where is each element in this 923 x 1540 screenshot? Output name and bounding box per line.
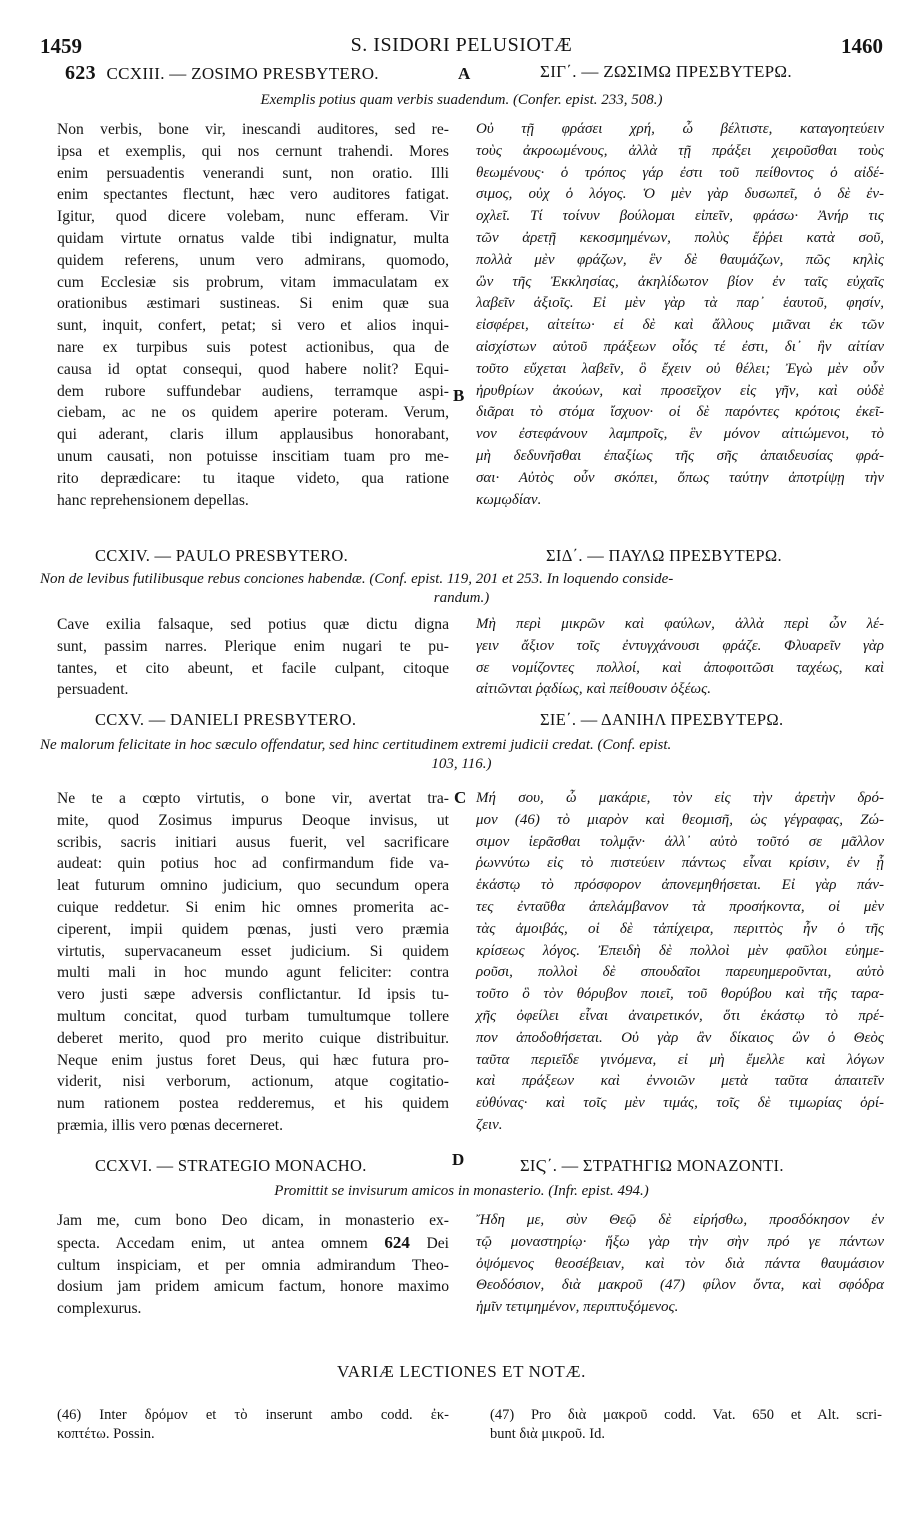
margin-letter-a: A: [458, 64, 471, 83]
text-line: τοῦτο ὃ τὸν θόρυβον ποιεῖ, τοῦ θορύβου καὶ τῆς ταρα-: [476, 986, 884, 1003]
text-line: αἰτιῶνται ῥᾳδίως, καὶ πείθουσιν ὀξέως.: [476, 681, 711, 698]
text-line: γειν ἄξιον τοῖς ἐντυγχάνουσι φράζε. Φλυαρεῖν γὰρ: [476, 637, 884, 654]
note-47: [490, 1406, 882, 1444]
note-line: bunt διὰ μικροῦ. Id.: [490, 1426, 605, 1442]
text-line: Ne te a cœpto virtutis, o bone vir, avertat tra-: [57, 790, 449, 807]
text-line: μὴ δεδυνῆσθαι ἐπαξίως τῆς σῆς ἀπαιδευσίας φρά-: [476, 447, 884, 464]
text-line: ῥωννύτω εἰς τὸ πιστεύειν πάντως εἶναι κρίσιν, ἐν ᾗ: [476, 855, 884, 872]
text-line: cultum inspiciam, et per omnia admirandum Theo-: [57, 1256, 449, 1274]
text-line: cuique reddetur. Si enim hic omnes promerita ac-: [57, 898, 449, 916]
text-line: virtutis, supervacaneum esset judicium. Si quidem: [57, 942, 449, 960]
text-line: sunt, passim narres. Plerique enim nugari te pu-: [57, 637, 449, 655]
greek-text-214: [476, 614, 884, 701]
text-line: οχλεῖ. Τί τοίνυν βούλομαι εἰπεῖν, φράσω· Ἀνήρ τις: [476, 208, 884, 225]
text-line: Neque enim justus foret Deus, qui hæc futura pro-: [57, 1051, 449, 1069]
text-line: σιμον ἱερᾶσθαι τολμᾷν· ἀλλ᾽ αὐτὸ τοῦτό σε μᾶλλον: [476, 833, 884, 850]
text-line: qui aderant, claris illum applausibus honorabant,: [57, 426, 449, 444]
text-line: εὐθύνας· καὶ τοῖς μὲν τιμάς, τοῖς δὲ τιμωρίας ὁρί-: [476, 1095, 884, 1112]
margin-letter-d: D: [452, 1150, 465, 1169]
text-line: διᾶραι τὸ στόμα ἴσχυον· οἱ δὲ παρόντες κρότοις ἐκεῖ-: [476, 404, 884, 421]
text-line: χῆς ὀφείλει εἶναι ἀναιρετικόν, ὅτι ἑκάστῳ τὸ πρέ-: [476, 1007, 884, 1024]
text-line: persuadent.: [57, 681, 129, 699]
greek-title-216: ΣΙϚ΄. — ΣΤΡΑΤΗΓΙΩ ΜΟΝΑΖΟΝΤΙ.: [520, 1156, 784, 1175]
text-line: scribis, sacris initiari ausus fuerit, vel sacrificare: [57, 833, 449, 851]
text-line: ἑκάστῳ τὸ πρόσφορον ἀπονεμηθήσεται. Εἰ γὰρ πάν-: [476, 877, 884, 894]
text-line: cum Ecclesiæ sis probrum, vitam immaculatam ex: [57, 273, 449, 291]
text-line: Ἤδη με, σὺν Θεῷ δὲ εἰρήσθω, προσδόκησον ἐν: [476, 1212, 884, 1228]
note-line: κοπτέτω. Possin.: [57, 1426, 155, 1442]
text-line: tantes, et cito abeunt, et facile culpant, citoque: [57, 659, 449, 677]
text-line: viderit, nisi verborum, actionum, atque cogitatio-: [57, 1073, 449, 1091]
greek-text-213: [476, 119, 884, 511]
greek-title-215: ΣΙΕ΄. — ΔΑΝΙΗΛ ΠΡΕΣΒΥΤΕΡΩ.: [540, 710, 784, 729]
latin-text-215: [57, 788, 449, 1137]
margin-letter-b: B: [453, 386, 465, 405]
text-line: præmia, illis vero pœnas decerneret.: [57, 1116, 284, 1134]
text-line: ciebam, ac ne os quidem aperire poteram. Verum,: [57, 404, 449, 422]
text-line: Cave exilia falsaque, sed potius quæ dictu digna: [57, 616, 449, 633]
text-line: leat futurum omnino judicium, quo secundum opera: [57, 877, 449, 895]
text-line: enim persuadentis venerandi sunt, non oratio. Illi: [57, 164, 449, 182]
greek-title-213: ΣΙΓ΄. — ΖΩΣΙΜΩ ΠΡΕΣΒΥΤΕΡΩ.: [540, 62, 792, 81]
argument-215-line2: 103, 116.): [431, 756, 492, 772]
text-line: Jam me, cum bono Deo dicam, in monasterio ex-: [57, 1212, 449, 1229]
text-line: dem rubore suffundebar audiens, terramque aspi-: [57, 382, 449, 400]
text-line: Μὴ περὶ μικρῶν καὶ φαύλων, ἀλλὰ περὶ ὧν λέ-: [476, 616, 884, 632]
text-line: quidam virtute ornatus valde tibi indignatur, multa: [57, 229, 449, 247]
text-line: sunt, inquit, confert, petat; si vero et alios inqui-: [57, 317, 449, 335]
latin-title-214: CCXIV. — PAULO PRESBYTERO.: [95, 546, 349, 565]
text-line: τῷ μοναστηρίῳ· ἥξω γὰρ τὴν σὴν πρό γε πάντων: [476, 1233, 884, 1250]
argument-213: Exemplis potius quam verbis suadendum. (Confer. epist. 233, 508.): [260, 92, 663, 108]
text-line: πολλὰ μὲν φράζων, ἓν δὲ θαυμάζων, πῶς κηλὶς: [476, 251, 884, 268]
text-line: κωμῳδίαν.: [476, 491, 542, 508]
text-line: Non verbis, bone vir, inescandi auditores, sed re-: [57, 121, 449, 138]
text-line: ciperent, impii quidem pœnas, justi vero præmia: [57, 920, 449, 938]
text-line: τοῦτο εὔχεται λαβεῖν, ὃ ἔχειν οὐ θέλει; Ἐγὼ μὲν οὖν: [476, 360, 884, 377]
text-line: rito deprædicare: tu itaque videto, qua ratione: [57, 469, 449, 487]
text-line: Igitur, quod dicere volebam, nunc efferam. Vir: [57, 208, 449, 226]
text-line: specta. Accedam enim, ut antea omnem 624 Dei: [57, 1232, 449, 1252]
text-line: vero justi sæpe adversis conflictantur. Id ipsis tu-: [57, 986, 449, 1004]
text-line: deberet merito, quod pro merito cuique distribuitur.: [57, 1029, 449, 1047]
text-line: unum causati, non potuisse inscitiam tuam pro me-: [57, 447, 449, 465]
running-header: [40, 34, 883, 60]
notes-title: VARIÆ LECTIONES ET NOTÆ.: [337, 1362, 586, 1381]
text-line: mite, quod Zosimus impurus Deoque invisus, ut: [57, 811, 449, 829]
page-number-right: 1460: [841, 34, 883, 58]
text-line: hanc reprehensionem depellas.: [57, 491, 249, 509]
note-line: (46) Inter δρόμον et τὸ inserunt ambo codd. ἐκ-: [57, 1407, 449, 1423]
text-line: κρίσεως λόγος. Ἐπειδὴ δὲ πολλοὶ μὲν φαῦλοι εὐημε-: [476, 942, 884, 959]
text-line: ipsa et exemplis, qui nos cernunt trahendi. Mores: [57, 142, 449, 160]
text-line: καὶ πράξεων καὶ ἐννοιῶν μετὰ ταῦτα ἀπαιτεῖν: [476, 1073, 884, 1090]
text-line: audeat: quin potius hoc ad confirmandum fide va-: [57, 855, 449, 873]
greek-text-215: [476, 788, 884, 1137]
note-46: [57, 1406, 449, 1444]
text-line: σαι· Αὐτὸς οὖν σκόπει, ὅπως ταύτην ἀποτρίψῃ τὴν: [476, 469, 884, 486]
text-line: ἡμῖν τετιμημένον, περιπτυξόμενος.: [476, 1299, 679, 1316]
text-line: ἠρυθρίων ἀκούων, καὶ προσεῖχον εἰς γῆν, καὶ οὐδὲ: [476, 382, 884, 399]
latin-title-215: CCXV. — DANIELI PRESBYTERO.: [95, 710, 357, 729]
page-number-left: 1459: [40, 34, 82, 58]
text-line: ὢν τῆς Ἐκκλησίας, ἀκηλίδωτον βίον ἐν ταῖς εὐχαῖς: [476, 273, 884, 290]
argument-214-line2: randum.): [433, 590, 490, 606]
text-line: νον ἐστεφάνουν λαμπροῖς, ἓν μόνον αἰτιώμενοι, τὸ: [476, 426, 884, 443]
column-number-inline: 624: [384, 1232, 410, 1252]
greek-text-216: [476, 1210, 884, 1319]
text-line: quidem referens, unum vero admirans, quomodo,: [57, 251, 449, 269]
running-title: S. ISIDORI PELUSIOTÆ: [350, 34, 573, 56]
text-line: complexurus.: [57, 1300, 142, 1318]
latin-text-216: [57, 1210, 449, 1320]
text-line: Οὐ τῇ φράσει χρή, ὦ βέλτιστε, καταγοητεύειν: [476, 121, 884, 137]
text-line: τες ἐνταῦθα ἀπελάμβανον τὰ προσήκοντα, οἱ μὲν: [476, 898, 884, 915]
text-line: multi mali in hoc mundo agunt feliciter: contra: [57, 964, 449, 982]
text-line: Θεοδόσιον, διὰ μακροῦ (47) φίλον ὄντα, καὶ σφόδρα: [476, 1277, 884, 1294]
note-line: (47) Pro διὰ μακροῦ codd. Vat. 650 et Alt. scri-: [490, 1407, 882, 1423]
text-line: σιμος, οὐχ ὁ λόγος. Ὁ μὲν γὰρ δυσωπεῖ, ὁ δὲ ἐν-: [476, 186, 884, 203]
text-line: εἰσφέρει, αἰτείτω· εἰ δὲ καὶ ἄλλους μιᾶναι ἐκ τῶν: [476, 317, 884, 334]
latin-title-213: 623 CCXIII. — ZOSIMO PRESBYTERO.: [65, 62, 379, 84]
latin-text-213: [57, 119, 449, 511]
text-line: αἰσχίστων αὐτοῦ πράξεων οἷός τέ ἐστι, δι᾽ ἣν αἰτίαν: [476, 338, 884, 355]
argument-216: Promittit se invisurum amicos in monasterio. (Infr. epist. 494.): [274, 1183, 649, 1199]
text-line: causa id optat consequi, quod habere nolit? Equi-: [57, 360, 449, 378]
text-line: orationibus æstimari sustineas. Si enim quæ sua: [57, 295, 449, 313]
text-line: τῶν ἀρετῇ κεκοσμημένων, πολὺς ἔῤῥει κατὰ σοῦ,: [476, 229, 884, 246]
text-line: τοὺς ἀκροωμένους, ἀλλὰ τῇ πράξει χειροῦσθαι τοὺς: [476, 142, 884, 159]
text-line: λαβεῖν ἀξιοῖς. Εἰ μὲν γὰρ τὰ παρ᾽ ἑαυτοῦ, φησίν,: [476, 295, 884, 312]
text-line: ροῦσι, πολλοὶ δὲ σπουδαῖοι παρευημεροῦνται, αὐτὸ: [476, 964, 884, 981]
column-number: 623: [65, 62, 96, 84]
text-line: multum concitat, quod turbam tumultumque tollere: [57, 1007, 449, 1025]
text-line: dosium jam pridem amicum factum, honore maximo: [57, 1278, 449, 1296]
latin-title-216: CCXVI. — STRATEGIO MONACHO.: [95, 1156, 367, 1175]
argument-215-line1: Ne malorum felicitate in hoc sæculo offendatur, sed hinc certitudinem extremi judicii credat. (Conf. epist.: [40, 737, 672, 753]
margin-letter-c: C: [454, 788, 467, 807]
text-line: θεωμένους· ὁ τρόπος γάρ ἐστι τοῦ πείθοντος ὁ αἰδέ-: [476, 164, 884, 181]
argument-214-line1: Non de levibus futilibusque rebus conciones habendæ. (Conf. epist. 119, 201 et 253. In loquendo conside-: [40, 571, 674, 587]
text-line: Μή σου, ὦ μακάριε, τὸν εἰς τὴν ἀρετὴν δρό-: [476, 790, 884, 806]
text-line: ὀψόμενος θεοσέβειαν, καὶ τὸν διὰ πάντα θαυμάσιον: [476, 1255, 884, 1272]
greek-title-214: ΣΙΔ΄. — ΠΑΥΛΩ ΠΡΕΣΒΥΤΕΡΩ.: [546, 546, 782, 565]
latin-text-214: [57, 614, 449, 701]
text-line: μον (46) τὸ μιαρὸν καὶ θεομισῆ, ὡς γέγραφας, Ζώ-: [476, 811, 884, 828]
text-line: num rationem postea redderemus, et his quidem: [57, 1095, 449, 1113]
text-line: τὰς ἀμοιβάς, οἱ δὲ τἀπίχειρα, περιττὸς ἦν ὁ τῆς: [476, 920, 884, 937]
text-line: ταῦτα περιεῖδε γινόμενα, εἰ μὴ ἔμελλε καὶ λόγων: [476, 1051, 884, 1068]
text-line: nare ex turpibus suis potest actionibus, qua de: [57, 338, 449, 356]
text-line: ζειν.: [476, 1116, 503, 1133]
text-line: enim spectantes flectunt, hæc vero auditores fatigat.: [57, 186, 449, 204]
text-line: σε νομίζοντες πολλοί, καὶ ἀποφοιτῶσι ταχέως, καὶ: [476, 659, 884, 676]
text-line: πον ἀποδοθήσεται. Οὐ γὰρ ἂν δίκαιος ὢν ὁ Θεὸς: [476, 1029, 884, 1046]
